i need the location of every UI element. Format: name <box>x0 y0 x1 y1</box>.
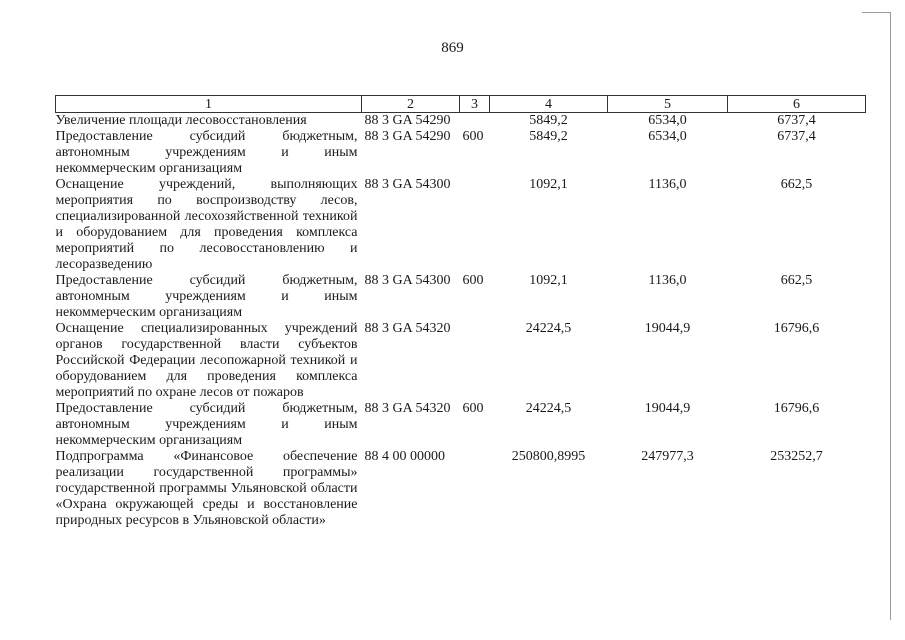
row-value-5: 1136,0 <box>648 273 687 288</box>
row-value-4: 24224,5 <box>525 401 572 416</box>
row-value-5: 247977,3 <box>641 449 694 464</box>
row-name: Оснащение специализированных учреждений органов государственной власти субъектов Российской Федерации лесопожарной техникой и оборудованием для проведения комплекса мероприятий по охране лесов от пожаров <box>55 321 358 400</box>
page-number: 869 <box>441 40 464 56</box>
row-kind: 600 <box>462 401 484 416</box>
row-value-5: 1136,0 <box>648 177 687 192</box>
row-kind <box>460 177 490 273</box>
column-header-1: 1 <box>56 96 362 113</box>
row-code: 88 3 GA 54300 <box>364 273 451 288</box>
table-header-row <box>56 96 866 113</box>
row-value-6: 6737,4 <box>777 113 816 128</box>
row-name: Оснащение учреждений, выполняющих мероприятия по воспроизводству лесов, специализированной лесохозяйственной техникой и оборудованием для проведения комплекса мероприятий по лесовосстановлению и лесоразведению <box>55 177 358 272</box>
column-header-4: 4 <box>490 96 608 113</box>
row-value-5: 19044,9 <box>644 321 691 336</box>
row-name: Предоставление субсидий бюджетным, автономным учреждениям и иным некоммерческим организациям <box>55 129 358 176</box>
row-value-4: 1092,1 <box>529 273 568 288</box>
row-name: Подпрограмма «Финансовое обеспечение реализации государственной программы» государственной программы Ульяновской области «Охрана окружающей среды и восстановление природных ресурсов в Ульяновской области» <box>55 449 358 528</box>
row-value-4: 250800,8995 <box>511 449 586 464</box>
row-code: 88 3 GA 54320 <box>364 401 451 416</box>
table-row <box>56 321 866 401</box>
table-row <box>56 449 866 529</box>
row-value-4: 1092,1 <box>529 177 568 192</box>
row-value-6: 253252,7 <box>770 449 823 464</box>
row-code: 88 3 GA 54320 <box>364 321 451 336</box>
table-row <box>56 273 866 321</box>
row-value-4: 5849,2 <box>529 113 568 128</box>
row-kind <box>460 449 490 529</box>
row-value-4: 5849,2 <box>529 129 568 144</box>
row-kind <box>460 321 490 401</box>
row-code: 88 4 00 00000 <box>364 449 445 464</box>
column-header-6: 6 <box>728 96 866 113</box>
table-row <box>56 177 866 273</box>
table-row <box>56 113 866 130</box>
row-kind: 600 <box>462 273 484 288</box>
row-code: 88 3 GA 54300 <box>364 177 451 192</box>
row-value-6: 662,5 <box>780 177 813 192</box>
row-value-5: 6534,0 <box>648 113 687 128</box>
row-code: 88 3 GA 54290 <box>364 113 451 128</box>
row-value-6: 662,5 <box>780 273 813 288</box>
row-name: Увеличение площади лесовосстановления <box>55 113 307 128</box>
row-code: 88 3 GA 54290 <box>364 129 451 144</box>
column-header-2: 2 <box>362 96 460 113</box>
row-name: Предоставление субсидий бюджетным, автономным учреждениям и иным некоммерческим организациям <box>55 401 358 448</box>
table-row <box>56 401 866 449</box>
column-header-3: 3 <box>460 96 490 113</box>
row-name: Предоставление субсидий бюджетным, автономным учреждениям и иным некоммерческим организациям <box>55 273 358 320</box>
scan-border-top <box>862 12 890 13</box>
row-value-5: 19044,9 <box>644 401 691 416</box>
row-value-6: 16796,6 <box>773 321 820 336</box>
row-value-6: 6737,4 <box>777 129 816 144</box>
budget-table <box>55 95 866 529</box>
row-value-4: 24224,5 <box>525 321 572 336</box>
table-row <box>56 129 866 177</box>
column-header-5: 5 <box>608 96 728 113</box>
row-value-6: 16796,6 <box>773 401 820 416</box>
row-kind <box>460 113 490 130</box>
row-kind: 600 <box>462 129 484 144</box>
row-value-5: 6534,0 <box>648 129 687 144</box>
scan-border-right <box>890 12 891 620</box>
